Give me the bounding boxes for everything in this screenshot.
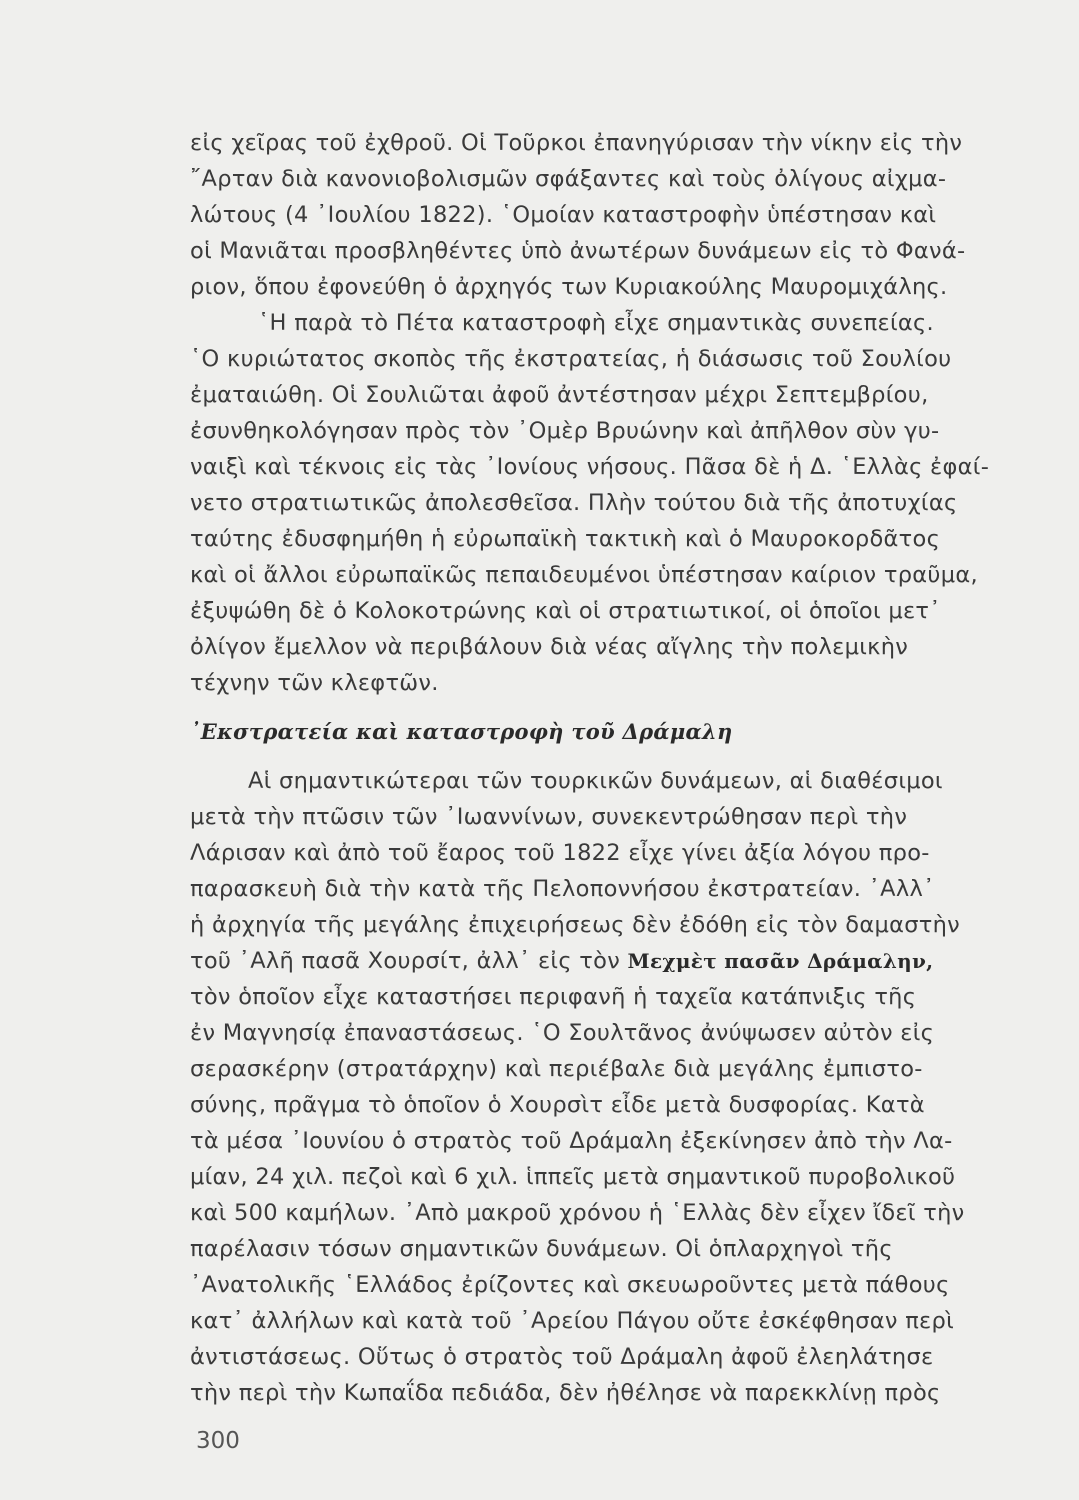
text-line: τέχνην τῶν κλεφτῶν. xyxy=(190,670,439,696)
text-line: τὴν περὶ τὴν Κωπαΐδα πεδιάδα, δὲν ἠθέλησε νὰ παρεκκλίνῃ πρὸς xyxy=(190,1380,941,1406)
text-line: ναιξὶ καὶ τέκνοις εἰς τὰς ᾿Ιονίους νήσους. Πᾶσα δὲ ἡ Δ. ῾Ελλὰς ἐφαί- xyxy=(190,454,990,480)
text-line: Αἱ σημαντικώτεραι τῶν τουρκικῶν δυνάμεων, αἱ διαθέσιμοι xyxy=(248,768,943,794)
text-line: σύνης, πρᾶγμα τὸ ὁποῖον ὁ Χουρσὶτ εἶδε μετὰ δυσφορίας. Κατὰ xyxy=(190,1092,925,1118)
text-line: ριον, ὅπου ἐφονεύθη ὁ ἀρχηγός των Κυριακούλης Μαυρομιχάλης. xyxy=(190,274,948,300)
text-line: παρέλασιν τόσων σημαντικῶν δυνάμεων. Οἱ ὁπλαρχηγοὶ τῆς xyxy=(190,1236,893,1262)
text-line: ᾿Ανατολικῆς ῾Ελλάδος ἐρίζοντες καὶ σκευωροῦντες μετὰ πάθους xyxy=(190,1272,950,1298)
emphasized-name: Μεχμὲτ πασᾶν Δράμαλην, xyxy=(627,949,934,973)
text-line: ἀντιστάσεως. Οὕτως ὁ στρατὸς τοῦ Δράμαλη ἀφοῦ ἐλεηλάτησε xyxy=(190,1344,934,1370)
text-line: ῾Η παρὰ τὸ Πέτα καταστροφὴ εἶχε σημαντικὰς συνεπείας. xyxy=(258,310,934,336)
text-line: καὶ οἱ ἄλλοι εὐρωπαϊκῶς πεπαιδευμένοι ὑπέστησαν καίριον τραῦμα, xyxy=(190,562,978,588)
text-span: τοῦ ᾿Αλῆ πασᾶ Χουρσίτ, ἀλλ᾿ εἰς τὸν xyxy=(190,948,628,974)
text-line xyxy=(190,946,1050,976)
text-line: κατ᾿ ἀλλήλων καὶ κατὰ τοῦ ᾿Αρείου Πάγου οὔτε ἐσκέφθησαν περὶ xyxy=(190,1308,955,1334)
text-line: μίαν, 24 χιλ. πεζοὶ καὶ 6 χιλ. ἱππεῖς μετὰ σημαντικοῦ πυροβολικοῦ xyxy=(190,1164,956,1190)
text-line: εἰς χεῖρας τοῦ ἐχθροῦ. Οἱ Τοῦρκοι ἐπανηγύρισαν τὴν νίκην εἰς τὴν xyxy=(190,130,963,156)
text-line: λώτους (4 ᾿Ιουλίου 1822). ῾Ομοίαν καταστροφὴν ὑπέστησαν καὶ xyxy=(190,202,937,228)
text-line: Λάρισαν καὶ ἀπὸ τοῦ ἔαρος τοῦ 1822 εἶχε γίνει ἀξία λόγου προ- xyxy=(190,840,930,866)
page-number: 300 xyxy=(196,1428,240,1454)
text-line: μετὰ τὴν πτῶσιν τῶν ᾿Ιωαννίνων, συνεκεντρώθησαν περὶ τὴν xyxy=(190,804,908,830)
text-line: νετο στρατιωτικῶς ἀπολεσθεῖσα. Πλὴν τούτου διὰ τῆς ἀποτυχίας xyxy=(190,490,958,516)
text-line: σερασκέρην (στρατάρχην) καὶ περιέβαλε διὰ μεγάλης ἐμπιστο- xyxy=(190,1056,923,1082)
text-line: ῎Αρταν διὰ κανονιοβολισμῶν σφάξαντες καὶ τοὺς ὀλίγους αἰχμα- xyxy=(190,166,947,192)
section-heading: ᾿Εκστρατεία καὶ καταστροφὴ τοῦ Δράμαλη xyxy=(190,719,733,744)
text-line: ἐν Μαγνησίᾳ ἐπαναστάσεως. ῾Ο Σουλτᾶνος ἀνύψωσεν αὐτὸν εἰς xyxy=(190,1020,935,1046)
text-line: ὀλίγον ἔμελλον νὰ περιβάλουν διὰ νέας αἴγλης τὴν πολεμικὴν xyxy=(190,634,909,660)
text-line: τὸν ὁποῖον εἶχε καταστήσει περιφανῆ ἡ ταχεῖα κατάπνιξις τῆς xyxy=(190,984,917,1010)
text-line: ταύτης ἐδυσφημήθη ἡ εὐρωπαϊκὴ τακτικὴ καὶ ὁ Μαυροκορδᾶτος xyxy=(190,526,941,552)
text-line: ἐματαιώθη. Οἱ Σουλιῶται ἀφοῦ ἀντέστησαν μέχρι Σεπτεμβρίου, xyxy=(190,382,929,408)
text-line: ἡ ἀρχηγία τῆς μεγάλης ἐπιχειρήσεως δὲν ἐδόθη εἰς τὸν δαμαστὴν xyxy=(190,912,961,938)
text-line: τὰ μέσα ᾿Ιουνίου ὁ στρατὸς τοῦ Δράμαλη ἐξεκίνησεν ἀπὸ τὴν Λα- xyxy=(190,1128,953,1154)
text-line: παρασκευὴ διὰ τὴν κατὰ τῆς Πελοποννήσου ἐκστρατείαν. ᾿Αλλ᾿ xyxy=(190,876,935,902)
text-line: καὶ 500 καμήλων. ᾿Απὸ μακροῦ χρόνου ἡ ῾Ελλὰς δὲν εἶχεν ἴδεῖ τὴν xyxy=(190,1200,965,1226)
text-line: ῾Ο κυριώτατος σκοπὸς τῆς ἐκστρατείας, ἡ διάσωσις τοῦ Σουλίου xyxy=(190,346,952,372)
text-line: ἐσυνθηκολόγησαν πρὸς τὸν ᾿Ομὲρ Βρυώνην καὶ ἀπῆλθον σὺν γυ- xyxy=(190,418,940,444)
text-line: οἱ Μανιᾶται προσβληθέντες ὑπὸ ἀνωτέρων δυνάμεων εἰς τὸ Φανά- xyxy=(190,238,966,264)
text-line: ἐξυψώθη δὲ ὁ Κολοκοτρώνης καὶ οἱ στρατιωτικοί, οἱ ὁποῖοι μετ᾿ xyxy=(190,598,941,624)
